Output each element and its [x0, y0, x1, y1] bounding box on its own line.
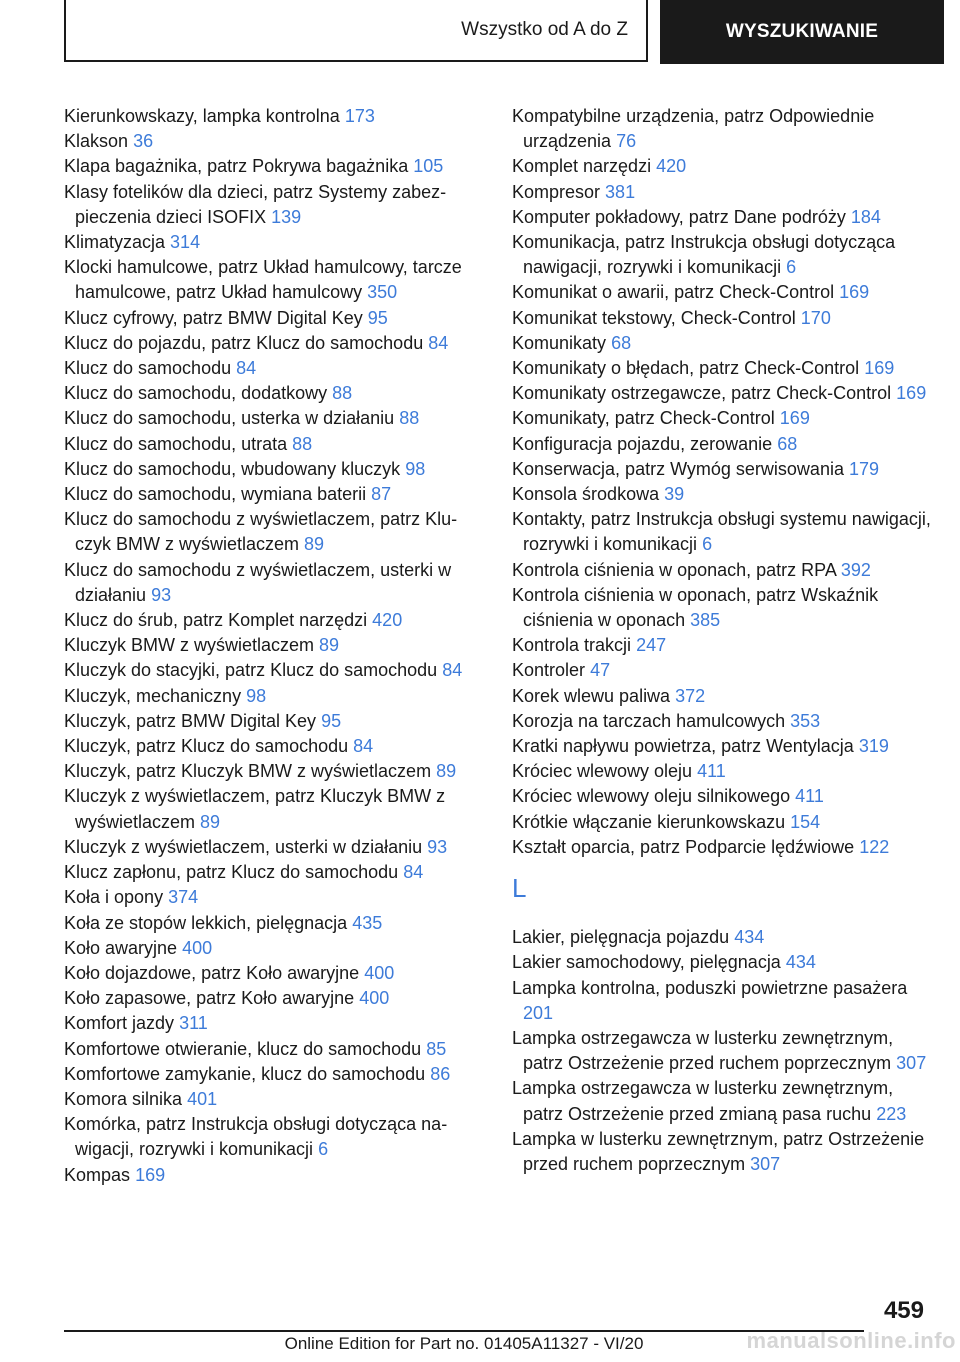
entry-text: Komunikat o awarii, patrz Check-Control [512, 282, 835, 303]
footer-divider [64, 1330, 864, 1332]
entry-text: Kontrola ciśnienia w oponach, patrz RPA [512, 559, 836, 580]
entry-text: Króciec wlewowy oleju silnikowego [512, 786, 791, 807]
entry-text: Kluczyk BMW z wyświetlaczem [64, 635, 315, 656]
entry-text: Komora silnika [64, 1088, 183, 1109]
entry-text: Lampka ostrzegawcza w lusterku zewnętrznym, patrz Ostrzeżenie przed ruchem poprzecznym [512, 1027, 894, 1074]
page-link[interactable]: 374 [168, 887, 199, 908]
page-link[interactable]: 68 [611, 332, 632, 353]
page-link[interactable]: 385 [690, 610, 721, 631]
page-link[interactable]: 84 [403, 862, 424, 883]
page-link[interactable]: 84 [353, 736, 374, 757]
watermark-logo: manualsonline.info [746, 1328, 956, 1353]
index-column-right [512, 104, 932, 1177]
tab-search[interactable]: WYSZUKIWANIE [660, 0, 944, 64]
index-entry [64, 154, 482, 179]
index-entry [512, 583, 932, 633]
index-entry [512, 1026, 932, 1076]
entry-text: Koło zapasowe, patrz Koło awaryjne [64, 988, 355, 1009]
page-link[interactable]: 95 [367, 307, 388, 328]
index-entry [64, 684, 482, 709]
index-entry [64, 961, 482, 986]
page-number: 459 [883, 1297, 924, 1324]
index-entry [64, 1087, 482, 1112]
letter-heading: L [512, 873, 527, 904]
page-link[interactable]: 6 [786, 257, 797, 278]
entry-text: Klakson [64, 131, 129, 152]
entry-text: Kluczyk, mechaniczny [64, 685, 242, 706]
entry-text: Kluczyk do stacyjki, patrz Klucz do samochodu [64, 660, 438, 681]
entry-text: Lampka kontrolna, poduszki powietrzne pasażera [512, 977, 908, 998]
index-entry [64, 1037, 482, 1062]
index-entry [512, 976, 932, 1026]
index-entry [64, 608, 482, 633]
entry-text: Klasy fotelików dla dzieci, patrz Systemy zabezpieczenia dzieci ISOFIX [64, 181, 447, 227]
page-link[interactable]: 381 [605, 181, 636, 202]
page-link[interactable]: 6 [318, 1139, 329, 1160]
entry-text: Komputer pokładowy, patrz Dane podróży [512, 206, 846, 227]
page-link[interactable]: 89 [436, 761, 457, 782]
index-entry [64, 432, 482, 457]
index-entry [512, 709, 932, 734]
entry-text: Klocki hamulcowe, patrz Układ hamulcowy, tarcze hamulcowe, patrz Układ hamulcowy [64, 257, 462, 303]
page-link[interactable]: 76 [616, 131, 637, 152]
index-entry [512, 406, 932, 431]
page-link[interactable]: 307 [750, 1153, 781, 1174]
page-link[interactable]: 169 [135, 1164, 166, 1185]
index-entry [512, 457, 932, 482]
page-link[interactable]: 434 [734, 927, 765, 948]
index-entry [512, 230, 932, 280]
index-entry [512, 950, 932, 975]
entry-text: Klucz cyfrowy, patrz BMW Digital Key [64, 307, 363, 328]
page-link[interactable]: 170 [800, 307, 831, 328]
entry-text: Klucz do samochodu z wyświetlaczem, patrz Kluczyk BMW z wyświetlaczem [64, 509, 458, 555]
page-link[interactable]: 98 [246, 685, 267, 706]
entry-text: Klucz do samochodu z wyświetlaczem, usterki w działaniu [64, 559, 452, 605]
entry-text: Lakier, pielęgnacja pojazdu [512, 927, 730, 948]
index-entry [512, 558, 932, 583]
index-entry [512, 507, 932, 557]
entry-text: Klimatyzacja [64, 232, 166, 253]
page-link[interactable]: 201 [523, 1002, 554, 1023]
index-entry [64, 306, 482, 331]
entry-text: Komunikaty, patrz Check-Control [512, 408, 775, 429]
index-entry [64, 180, 482, 230]
page-link[interactable]: 105 [413, 156, 444, 177]
entry-text: Komunikaty o błędach, patrz Check-Control [512, 358, 860, 379]
entry-text: Klucz do samochodu [64, 358, 232, 379]
index-entry [64, 230, 482, 255]
index-entry [64, 759, 482, 784]
page-link[interactable]: 84 [442, 660, 463, 681]
page-link[interactable]: 169 [779, 408, 810, 429]
page-link[interactable]: 122 [859, 836, 890, 857]
page-link[interactable]: 392 [840, 559, 871, 580]
index-entry [64, 885, 482, 910]
entry-text: Kontrola ciśnienia w oponach, patrz Wskaźnik ciśnienia w oponach [512, 584, 879, 631]
index-entry [64, 507, 482, 557]
page-link[interactable]: 169 [839, 282, 870, 303]
page-link[interactable]: 85 [426, 1038, 447, 1059]
entry-text: Lakier samochodowy, pielęgnacja [512, 952, 781, 973]
entry-text: Konsola środkowa [512, 484, 660, 505]
page-link[interactable]: 88 [399, 408, 420, 429]
entry-text: Komunikaty [512, 332, 607, 353]
entry-text: Komfortowe zamykanie, klucz do samochodu [64, 1063, 426, 1084]
index-entry [64, 1011, 482, 1036]
entry-text: Króciec wlewowy oleju [512, 761, 693, 782]
entry-text: Krótkie włączanie kierunkowskazu [512, 811, 786, 832]
page-link[interactable]: 139 [271, 206, 302, 227]
index-entry [64, 129, 482, 154]
entry-text: Lampka ostrzegawcza w lusterku zewnętrznym, patrz Ostrzeżenie przed zmianą pasa ruchu [512, 1078, 894, 1124]
page-link[interactable]: 400 [364, 962, 395, 983]
index-entry [64, 633, 482, 658]
entry-text: Kluczyk z wyświetlaczem, patrz Kluczyk BMW z wyświetlaczem [64, 786, 446, 832]
index-entry [64, 482, 482, 507]
page-link[interactable]: 154 [790, 811, 821, 832]
index-entry [64, 1112, 482, 1162]
entry-text: Klucz do samochodu, wbudowany kluczyk [64, 458, 401, 479]
index-entry [512, 633, 932, 658]
index-entry [64, 911, 482, 936]
page-link[interactable]: 88 [292, 433, 313, 454]
entry-text: Komunikaty ostrzegawcze, patrz Check-Control [512, 383, 892, 404]
entry-text: Komfort jazdy [64, 1013, 175, 1034]
footer-edition: Online Edition for Part no. 01405A11327 - VI/20 [284, 1334, 644, 1353]
index-entry [512, 154, 932, 179]
entry-text: Komfortowe otwieranie, klucz do samochodu [64, 1038, 422, 1059]
index-entry [512, 381, 932, 406]
page-link[interactable]: 350 [367, 282, 398, 303]
index-section-k [512, 104, 932, 860]
page-link[interactable]: 184 [850, 206, 881, 227]
entry-text: Kluczyk z wyświetlaczem, usterki w działaniu [64, 836, 423, 857]
page-link[interactable]: 372 [675, 685, 706, 706]
index-entry [512, 306, 932, 331]
index-entry [64, 104, 482, 129]
page-link[interactable]: 420 [372, 610, 403, 631]
page-link[interactable]: 411 [697, 761, 726, 782]
index-entry [512, 1127, 932, 1177]
tab-a-to-z[interactable]: Wszystko od A do Z [64, 0, 648, 62]
page-link[interactable]: 68 [777, 433, 798, 454]
index-entry [64, 457, 482, 482]
page-link[interactable]: 435 [352, 912, 383, 933]
index-section-l [512, 925, 932, 1177]
index-entry [512, 331, 932, 356]
page-link[interactable]: 84 [236, 358, 257, 379]
index-entry [64, 709, 482, 734]
page-link[interactable]: 95 [321, 710, 342, 731]
page-link[interactable]: 319 [858, 736, 889, 757]
page-link[interactable]: 353 [790, 710, 821, 731]
entry-text: Koło dojazdowe, patrz Koło awaryjne [64, 962, 360, 983]
entry-text: Kluczyk, patrz Kluczyk BMW z wyświetlaczem [64, 761, 432, 782]
index-entry [512, 658, 932, 683]
index-entry [64, 1163, 482, 1188]
page-link[interactable]: 84 [428, 332, 449, 353]
index-entry [64, 734, 482, 759]
entry-text: Kompresor [512, 181, 601, 202]
entry-text: Lampka w lusterku zewnętrznym, patrz Ostrzeżenie przed ruchem poprzecznym [512, 1128, 925, 1174]
page-link[interactable]: 169 [896, 383, 927, 404]
page-link[interactable]: 169 [864, 358, 895, 379]
index-entry [512, 1076, 932, 1126]
index-entry [64, 936, 482, 961]
index-entry [512, 356, 932, 381]
page-link[interactable]: 93 [151, 584, 172, 605]
index-entry [512, 180, 932, 205]
entry-text: Kontakty, patrz Instrukcja obsługi systemu nawigacji, rozrywki i komunikacji [512, 509, 931, 555]
entry-text: Kierunkowskazy, lampka kontrolna [64, 106, 340, 126]
page-link[interactable]: 87 [371, 484, 392, 505]
page-link[interactable]: 93 [427, 836, 448, 857]
index-entry [512, 432, 932, 457]
page-link[interactable]: 89 [304, 534, 325, 555]
index-entry [512, 784, 932, 809]
page-link[interactable]: 307 [896, 1053, 927, 1074]
page-link[interactable]: 179 [848, 458, 880, 479]
page-link[interactable]: 36 [133, 131, 154, 152]
entry-text: Kluczyk, patrz Klucz do samochodu [64, 736, 349, 757]
page-link[interactable]: 173 [344, 106, 375, 126]
entry-text: Kształt oparcia, patrz Podparcie lędźwiowe [512, 836, 855, 857]
entry-text: Komplet narzędzi [512, 156, 652, 177]
index-column-left [64, 104, 482, 1188]
index-entry [512, 734, 932, 759]
page-link[interactable]: 89 [200, 811, 221, 832]
index-entry [64, 406, 482, 431]
index-entry [64, 835, 482, 860]
entry-text: Koła ze stopów lekkich, pielęgnacja [64, 912, 348, 933]
entry-text: Klapa bagażnika, patrz Pokrywa bagażnika [64, 156, 409, 177]
page-link[interactable]: 89 [319, 635, 340, 656]
page-link[interactable]: 6 [702, 534, 713, 555]
page-link[interactable]: 88 [332, 383, 353, 404]
entry-text: Kompatybilne urządzenia, patrz Odpowiednie urządzenia [512, 106, 875, 152]
header-tabs [64, 0, 944, 64]
index-entry [512, 810, 932, 835]
entry-text: Kontroler [512, 660, 586, 681]
index-entry [64, 1062, 482, 1087]
entry-text: Komunikacja, patrz Instrukcja obsługi dotycząca nawigacji, rozrywki i komunikacji [512, 232, 896, 278]
entry-text: Kontrola trakcji [512, 635, 632, 656]
index-entry [64, 558, 482, 608]
index-entry [64, 381, 482, 406]
page-link[interactable]: 400 [359, 988, 390, 1009]
index-entry [64, 331, 482, 356]
entry-text: Korozja na tarczach hamulcowych [512, 710, 786, 731]
entry-text: Komórka, patrz Instrukcja obsługi dotycząca nawigacji, rozrywki i komunikacji [64, 1114, 448, 1160]
entry-text: Klucz do samochodu, usterka w działaniu [64, 408, 395, 429]
entry-text: Klucz do samochodu, dodatkowy [64, 383, 328, 404]
entry-text: Konserwacja, patrz Wymóg serwisowania [512, 458, 844, 479]
index-entry [512, 835, 932, 860]
entry-text: Kompas [64, 1164, 131, 1185]
entry-text: Klucz do śrub, patrz Komplet narzędzi [64, 610, 368, 631]
entry-text: Kratki napływu powietrza, patrz Wentylacja [512, 736, 854, 757]
entry-text: Klucz do samochodu, wymiana baterii [64, 484, 367, 505]
entry-text: Koła i opony [64, 887, 164, 908]
page-link[interactable]: 400 [182, 937, 213, 958]
page-link[interactable]: 86 [430, 1063, 451, 1084]
entry-text: Komunikat tekstowy, Check-Control [512, 307, 796, 328]
entry-text: Kluczyk, patrz BMW Digital Key [64, 710, 317, 731]
page-link[interactable]: 314 [170, 232, 201, 253]
index-entry [512, 759, 932, 784]
entry-text: Klucz zapłonu, patrz Klucz do samochodu [64, 862, 399, 883]
page-link[interactable]: 311 [179, 1013, 208, 1034]
page-link[interactable]: 434 [785, 952, 816, 973]
page-link[interactable]: 247 [636, 635, 667, 656]
page-link[interactable]: 401 [187, 1088, 218, 1109]
entry-text: Klucz do samochodu, utrata [64, 433, 288, 454]
page-link[interactable]: 223 [876, 1103, 907, 1124]
page-link[interactable]: 98 [405, 458, 426, 479]
entry-text: Klucz do pojazdu, patrz Klucz do samochodu [64, 332, 424, 353]
index-entry [64, 356, 482, 381]
entry-text: Konfiguracja pojazdu, zerowanie [512, 433, 773, 454]
index-entry [512, 104, 932, 154]
index-entry [512, 205, 932, 230]
index-entry [512, 482, 932, 507]
entry-text: Koło awaryjne [64, 937, 178, 958]
page-link[interactable]: 39 [664, 484, 685, 505]
index-entry [64, 860, 482, 885]
index-entry [64, 658, 482, 683]
page-link[interactable]: 420 [656, 156, 687, 177]
index-entry [64, 784, 482, 834]
index-entry [64, 255, 482, 305]
index-entry [512, 280, 932, 305]
index-entry [512, 925, 932, 950]
page-link[interactable]: 411 [795, 786, 824, 807]
entry-text: Korek wlewu paliwa [512, 685, 671, 706]
page-link[interactable]: 47 [590, 660, 611, 681]
index-entry [512, 684, 932, 709]
index-entry [64, 986, 482, 1011]
